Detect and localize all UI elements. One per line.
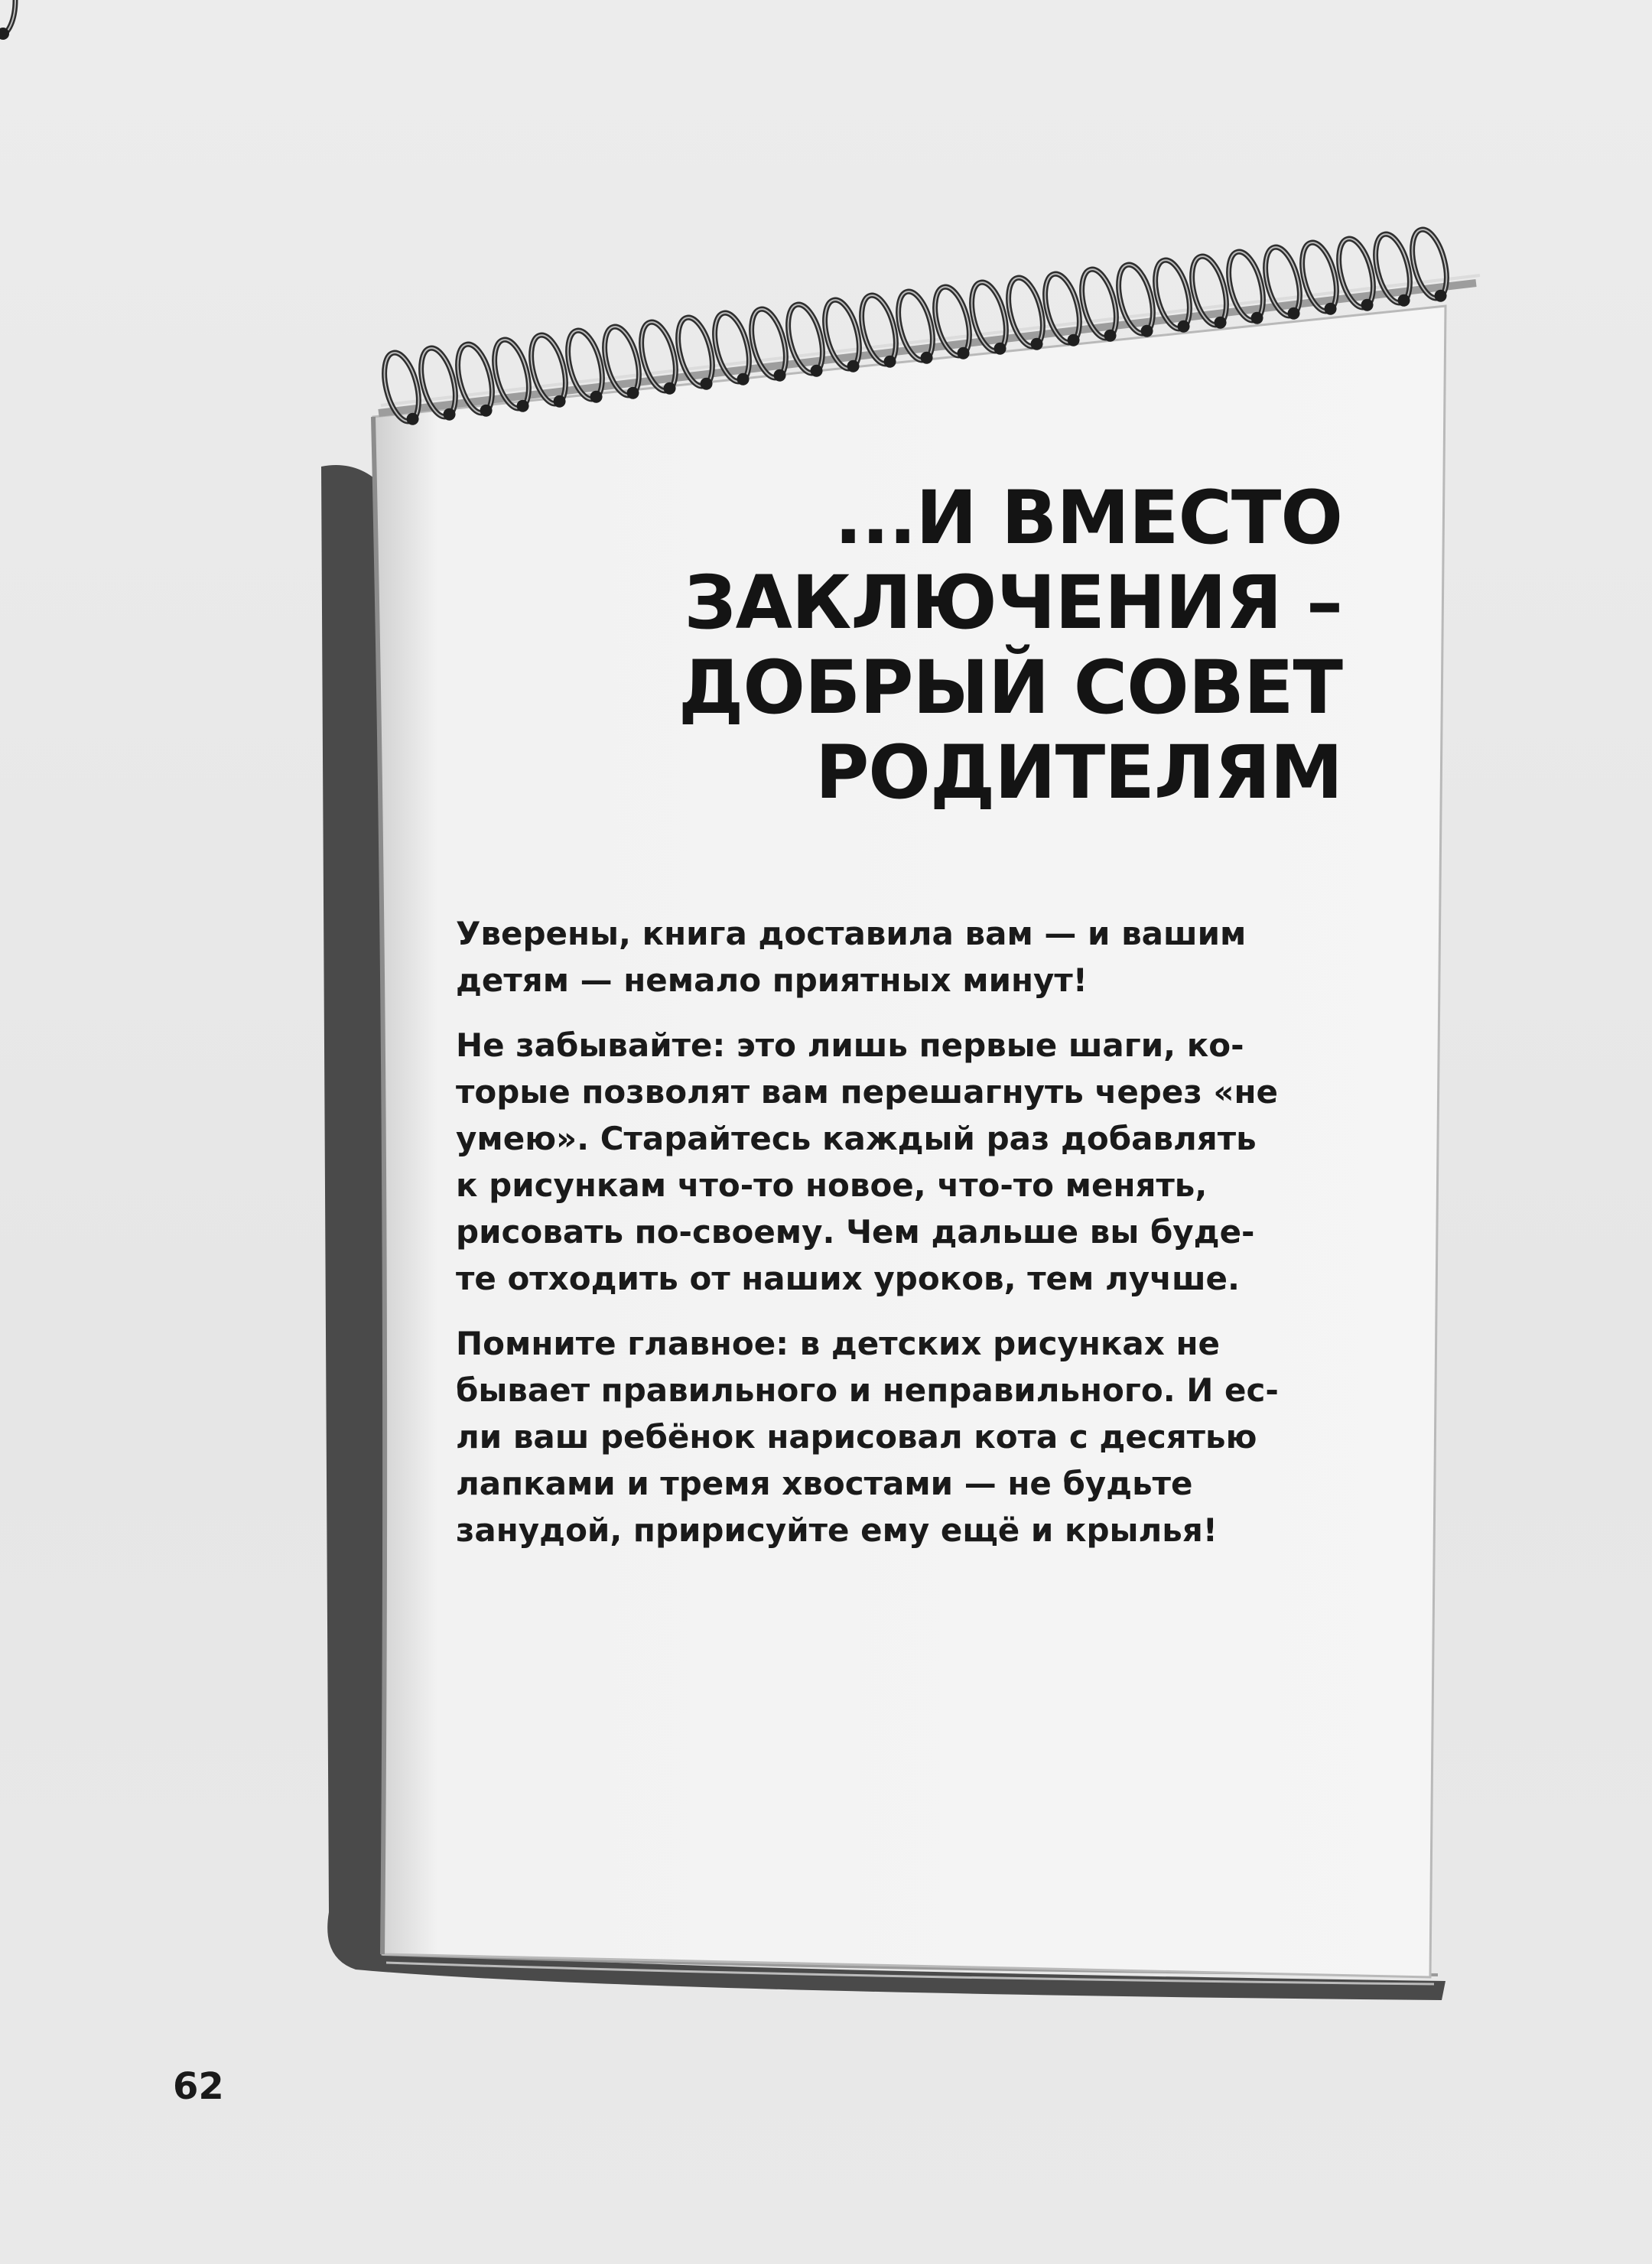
text-line: Помните главное: в детских рисунках не (456, 1325, 1220, 1362)
text-line: Не забывайте: это лишь первые шаги, ко- (456, 1026, 1244, 1064)
text-line: лапками и тремя хвостами — не будьте (456, 1465, 1193, 1502)
text-line: к рисункам что-то новое, что-то менять, (456, 1166, 1208, 1204)
paragraph-advice (456, 1022, 1341, 1302)
text-line: торые позволят вам перешагнуть через «не (456, 1073, 1279, 1111)
title-line: ДОБРЫЙ СОВЕТ (678, 645, 1342, 730)
text-line: занудой, пририсуйте ему ещё и крылья! (456, 1511, 1218, 1549)
page-title (501, 476, 1342, 815)
paragraph-main-point (456, 1320, 1341, 1553)
text-line: Уверены, книга доставила вам — и вашим (456, 915, 1247, 952)
text-line: бывает правильного и неправильного. И ес- (456, 1371, 1279, 1409)
title-line: ЗАКЛЮЧЕНИЯ – (684, 560, 1342, 646)
text-line: умею». Старайтесь каждый раз добавлять (456, 1120, 1257, 1157)
body-text (456, 910, 1341, 1572)
text-line: рисовать по-своему. Чем дальше вы буде- (456, 1213, 1255, 1251)
page-number: 62 (173, 2065, 224, 2108)
text-line: ли ваш ребёнок нарисовал кота с десятью (456, 1418, 1257, 1456)
paragraph-intro (456, 910, 1341, 1004)
title-line: РОДИТЕЛЯМ (815, 730, 1342, 815)
title-line: ...И ВМЕСТО (834, 475, 1342, 561)
text-line: те отходить от наших уроков, тем лучше. (456, 1260, 1241, 1297)
text-line: детям — немало приятных минут! (456, 961, 1088, 999)
